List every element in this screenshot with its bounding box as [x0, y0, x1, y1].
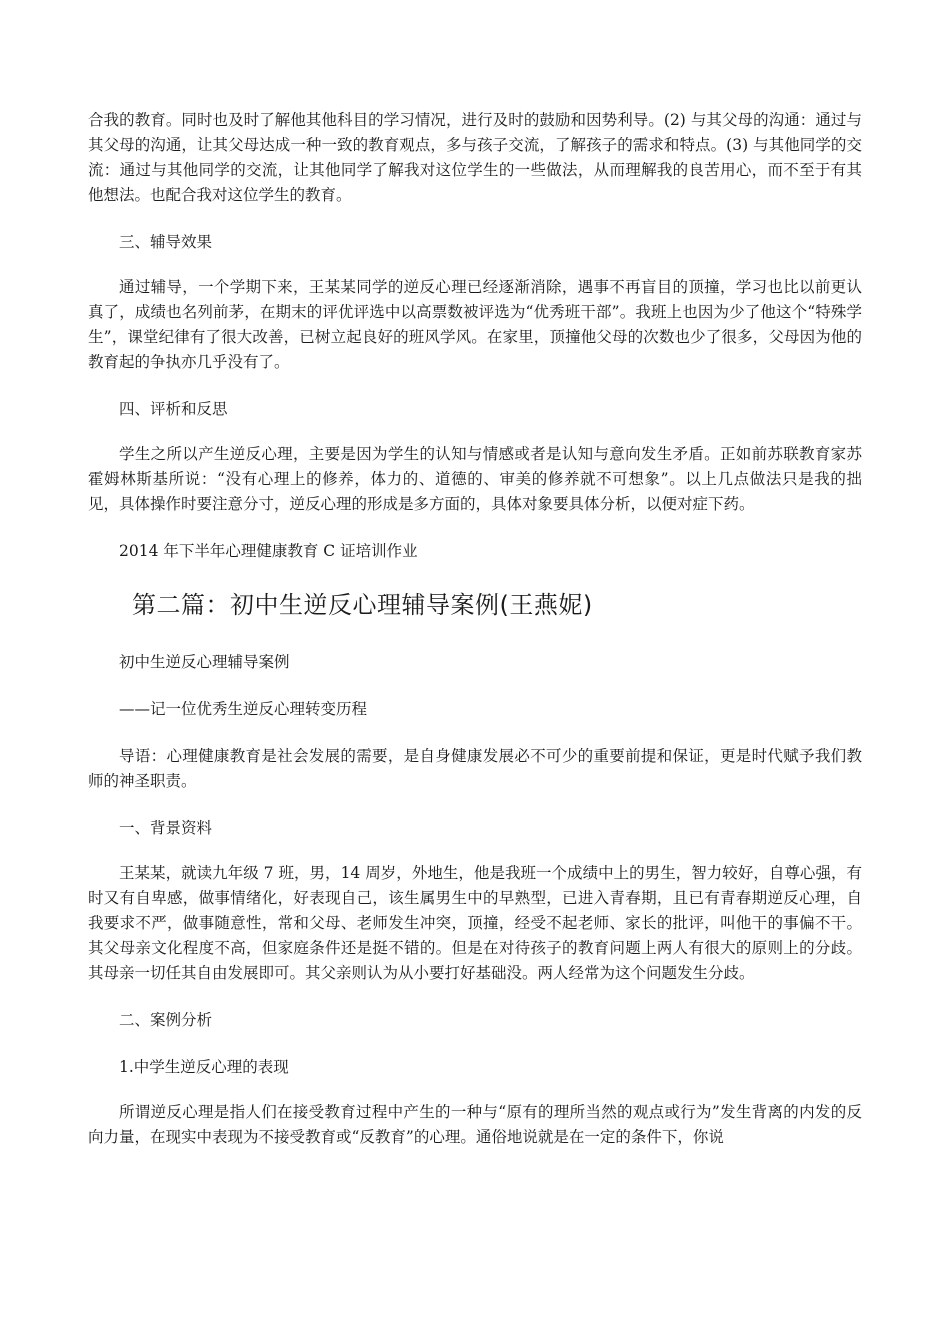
- case-subtitle: 初中生逆反心理辅导案例: [119, 653, 290, 671]
- section-title: 第二篇：初中生逆反心理辅导案例(王燕妮): [132, 591, 593, 619]
- paragraph-counseling-effect: 通过辅导，一个学期下来，王某某同学的逆反心理已经逐渐消除，遇事不再盲目的顶撞，学习也比以前更认真了，成绩也名列前茅，在期末的评优评选中以高票数被评选为“优秀班干部”。我班上也因为少了他这个“特殊学生”，课堂纪律有了很大改善，已树立起良好的班风学风。在家里，顶撞他父母的次数也少了很多，父母因为他的教育起的争执亦几乎没有了。: [88, 278, 862, 371]
- heading-reflection: 四、评析和反思: [119, 400, 228, 418]
- paragraph-reflection: 学生之所以产生逆反心理，主要是因为学生的认知与情感或者是认知与意向发生矛盾。正如前苏联教育家苏霍姆林斯基所说：“没有心理上的修养，体力的、道德的、审美的修养就不可想象”。以上几点做法只是我的拙见，具体操作时要注意分寸，逆反心理的形成是多方面的，具体对象要具体分析，以便对症下药。: [88, 445, 862, 513]
- training-note: 2014 年下半年心理健康教育 C 证培训作业: [119, 542, 418, 560]
- paragraph-parent-communication: 合我的教育。同时也及时了解他其他科目的学习情况，进行及时的鼓励和因势利导。(2) 与其父母的沟通：通过与其父母的沟通，让其父母达成一种一致的教育观点，多与孩子交流，了解孩子的需求和特点。(3) 与其他同学的交流：通过与其他同学的交流，让其他同学了解我对这位学生的一些做法，从而理解我的良苦用心，而不至于有其他想法。也配合我对这位学生的教育。: [88, 111, 862, 204]
- document-page: [88, 108, 862, 1150]
- paragraph-manifestation: 所谓逆反心理是指人们在接受教育过程中产生的一种与“原有的理所当然的观点或行为”发生背离的内发的反向力量，在现实中表现为不接受教育或“反教育”的心理。通俗地说就是在一定的条件下，你说: [88, 1103, 862, 1146]
- heading-background: 一、背景资料: [119, 819, 213, 837]
- paragraph-background: 王某某，就读九年级 7 班，男，14 周岁，外地生，他是我班一个成绩中上的男生，智力较好，自尊心强，有时又有自卑感，做事情绪化，好表现自己，该生属男生中的早熟型，已进入青春期，且已有青春期逆反心理，自我要求不严，做事随意性，常和父母、老师发生冲突，顶撞，经受不起老师、家长的批评，叫他干的事偏不干。其父母亲文化程度不高，但家庭条件还是挺不错的。但是在对待孩子的教育问题上两人有很大的原则上的分歧。其母亲一切任其自由发展即可。其父亲则认为从小要打好基础没。两人经常为这个问题发生分歧。: [88, 864, 862, 982]
- case-subheading: ——记一位优秀生逆反心理转变历程: [119, 700, 368, 718]
- heading-case-analysis: 二、案例分析: [119, 1011, 213, 1029]
- paragraph-intro: 导语：心理健康教育是社会发展的需要，是自身健康发展必不可少的重要前提和保证，更是时代赋予我们教师的神圣职责。: [88, 747, 862, 790]
- heading-manifestation: 1.中学生逆反心理的表现: [119, 1058, 289, 1076]
- heading-counseling-effect: 三、辅导效果: [119, 233, 213, 251]
